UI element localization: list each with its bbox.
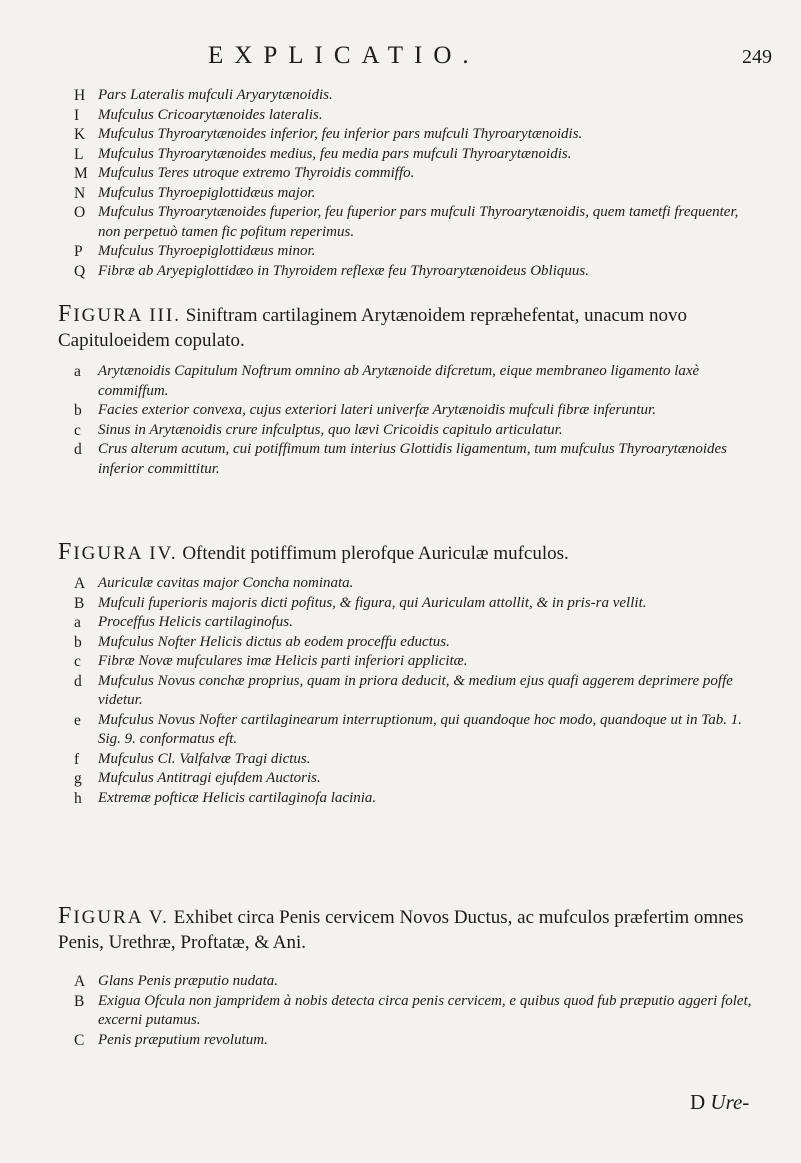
legend-text: Mufculus Novus Nofter cartilaginearum interruptionum, qui quandoque hoc modo, quandoque ut in Tab. 1. Sig. 9. conformatus eft. — [98, 711, 743, 747]
running-title: EXPLICATIO. — [208, 42, 480, 69]
legend-key: e — [74, 711, 81, 729]
legend-text: Fibræ Novæ mufculares imæ Helicis parti inferiori applicitæ. — [98, 653, 468, 669]
legend-key: A — [74, 973, 86, 990]
legend-key: O — [74, 204, 86, 221]
legend-key: N — [74, 184, 86, 202]
catchword — [690, 1090, 749, 1115]
legend-entry — [74, 262, 764, 282]
legend-text: Proceffus Helicis cartilaginofus. — [98, 614, 293, 630]
legend-text: Extremæ pofticæ Helicis cartilaginofa lacinia. — [98, 789, 377, 806]
legend-key: Q — [74, 262, 86, 280]
legend-entry — [74, 1031, 764, 1051]
figure-3-description: Siniftram cartilaginem Arytænoidem repræhefentat, unacum novo Capituloeidem copulato. — [58, 305, 687, 351]
figure-5-label: FIGURA V. — [58, 903, 169, 929]
legend-text: Mufculi fuperioris majoris dicti pofitus, & figura, qui Auriculam attollit, & in pris-ra vellit. — [98, 594, 647, 611]
legend-entry — [74, 362, 764, 401]
legend-entry — [74, 750, 764, 770]
figure-3-label: FIGURA III. — [58, 301, 181, 327]
figure-5-description: Exhibet circa Penis cervicem Novos Ductus, ac mufculos præfertim omnes Penis, Urethræ, Proftatæ, & Ani. — [58, 907, 744, 953]
page-header — [0, 40, 801, 80]
legend-text: Mufculus Thyroarytænoides medius, feu media pars mufculi Thyroarytænoidis. — [98, 145, 572, 162]
legend-text: Facies exterior convexa, cujus exteriori lateri univerfæ Arytænoidis mufculi fibræ inferuntur. — [98, 402, 656, 418]
legend-key: c — [74, 653, 81, 670]
legend-key: d — [74, 672, 82, 690]
figure-4-description: Oftendit potiffimum plerofque Auriculæ mufculos. — [177, 543, 569, 564]
legend-text: Pars Lateralis mufculi Aryarytænoidis. — [98, 87, 333, 103]
legend-text: Mufculus Thyroarytænoides fuperior, feu fuperior pars mufculi Thyroarytænoidis, quem tametfi frequenter, non perpetuò tamen fic pofitum reperimus. — [98, 204, 739, 240]
legend-text: Mufculus Thyroepiglottidæus minor. — [98, 243, 316, 259]
legend-entry — [74, 86, 764, 106]
legend-key: C — [74, 1031, 85, 1049]
legend-entry — [74, 421, 764, 441]
legend-entry — [74, 633, 764, 653]
figure-4-label: FIGURA IV. — [58, 539, 178, 565]
legend-text: Exigua Ofcula non jampridem à nobis detecta circa penis cervicem, e quibus quod fub præputio aggeri folet, excerni putamus. — [98, 992, 752, 1028]
legend-entry — [74, 613, 764, 633]
legend-entry — [74, 711, 764, 750]
figure-5-heading — [58, 904, 764, 955]
legend-key: f — [74, 750, 80, 768]
legend-key: P — [74, 243, 83, 260]
legend-entry — [74, 992, 764, 1031]
legend-text: Mufculus Nofter Helicis dictus ab eodem proceffu eductus. — [98, 633, 450, 650]
legend-block-1 — [74, 86, 764, 281]
figure-4-legend — [74, 574, 764, 808]
legend-entry — [74, 652, 764, 672]
legend-text: Crus alterum acutum, cui potiffimum tum interius Glottidis ligamentum, tum mufculus Thyroarytænoides inferior committitur. — [98, 441, 728, 477]
legend-text: Mufculus Cricoarytænoides lateralis. — [98, 106, 323, 123]
legend-entry — [74, 242, 764, 262]
legend-entry — [74, 125, 764, 145]
page-number: 249 — [742, 46, 772, 68]
figure-3-legend — [74, 362, 764, 479]
legend-text: Auriculæ cavitas major Concha nominata. — [98, 575, 354, 591]
legend-key: B — [74, 594, 85, 612]
legend-text: Penis præputium revolutum. — [98, 1031, 268, 1048]
legend-entry — [74, 972, 764, 992]
legend-key: a — [74, 614, 81, 631]
legend-text: Mufculus Teres utroque extremo Thyroidis commiffo. — [98, 165, 415, 181]
legend-entry — [74, 440, 764, 479]
legend-entry — [74, 145, 764, 165]
figure-3-heading — [58, 302, 764, 353]
legend-key: A — [74, 575, 86, 592]
legend-entry — [74, 594, 764, 614]
legend-key: H — [74, 87, 86, 104]
legend-text: Mufculus Thyroepiglottidæus major. — [98, 184, 316, 201]
legend-text: Mufculus Cl. Valfalvæ Tragi dictus. — [98, 750, 311, 767]
legend-key: M — [74, 165, 88, 182]
legend-entry — [74, 769, 764, 789]
legend-text: Glans Penis præputio nudata. — [98, 973, 279, 989]
legend-key: I — [74, 106, 80, 124]
legend-entry — [74, 203, 764, 242]
legend-text: Arytænoidis Capitulum Noftrum omnino ab Arytænoide difcretum, eique membraneo ligamento laxè commiffum. — [98, 363, 700, 399]
legend-key: L — [74, 145, 84, 163]
legend-key: d — [74, 441, 82, 458]
legend-entry — [74, 106, 764, 126]
legend-entry — [74, 401, 764, 421]
figure-4-heading — [58, 540, 764, 566]
legend-key: K — [74, 126, 86, 143]
legend-key: g — [74, 770, 82, 787]
legend-key: b — [74, 402, 82, 419]
legend-text: Fibræ ab Aryepiglottidæo in Thyroidem reflexæ feu Thyroarytænoideus Obliquus. — [98, 262, 589, 279]
legend-text: Mufculus Thyroarytænoides inferior, feu inferior pars mufculi Thyroarytænoidis. — [98, 126, 583, 142]
legend-key: B — [74, 992, 85, 1010]
legend-entry — [74, 164, 764, 184]
figure-5-legend — [74, 972, 764, 1050]
legend-text: Mufculus Novus conchæ proprius, quam in priora deducit, & medium ejus quafi aggerem deprimere poffe videtur. — [98, 672, 733, 708]
legend-key: h — [74, 789, 82, 807]
legend-entry — [74, 574, 764, 594]
legend-entry — [74, 184, 764, 204]
legend-text: Mufculus Antitragi ejufdem Auctoris. — [98, 770, 321, 786]
legend-key: a — [74, 363, 81, 380]
legend-key: b — [74, 633, 82, 651]
catchword-letter: D — [690, 1090, 706, 1114]
catchword-word: Ure- — [710, 1090, 750, 1114]
legend-text: Sinus in Arytænoidis crure infculptus, quo lævi Cricoidis capitulo articulatur. — [98, 421, 563, 438]
legend-key: c — [74, 421, 81, 439]
legend-entry — [74, 789, 764, 809]
legend-entry — [74, 672, 764, 711]
